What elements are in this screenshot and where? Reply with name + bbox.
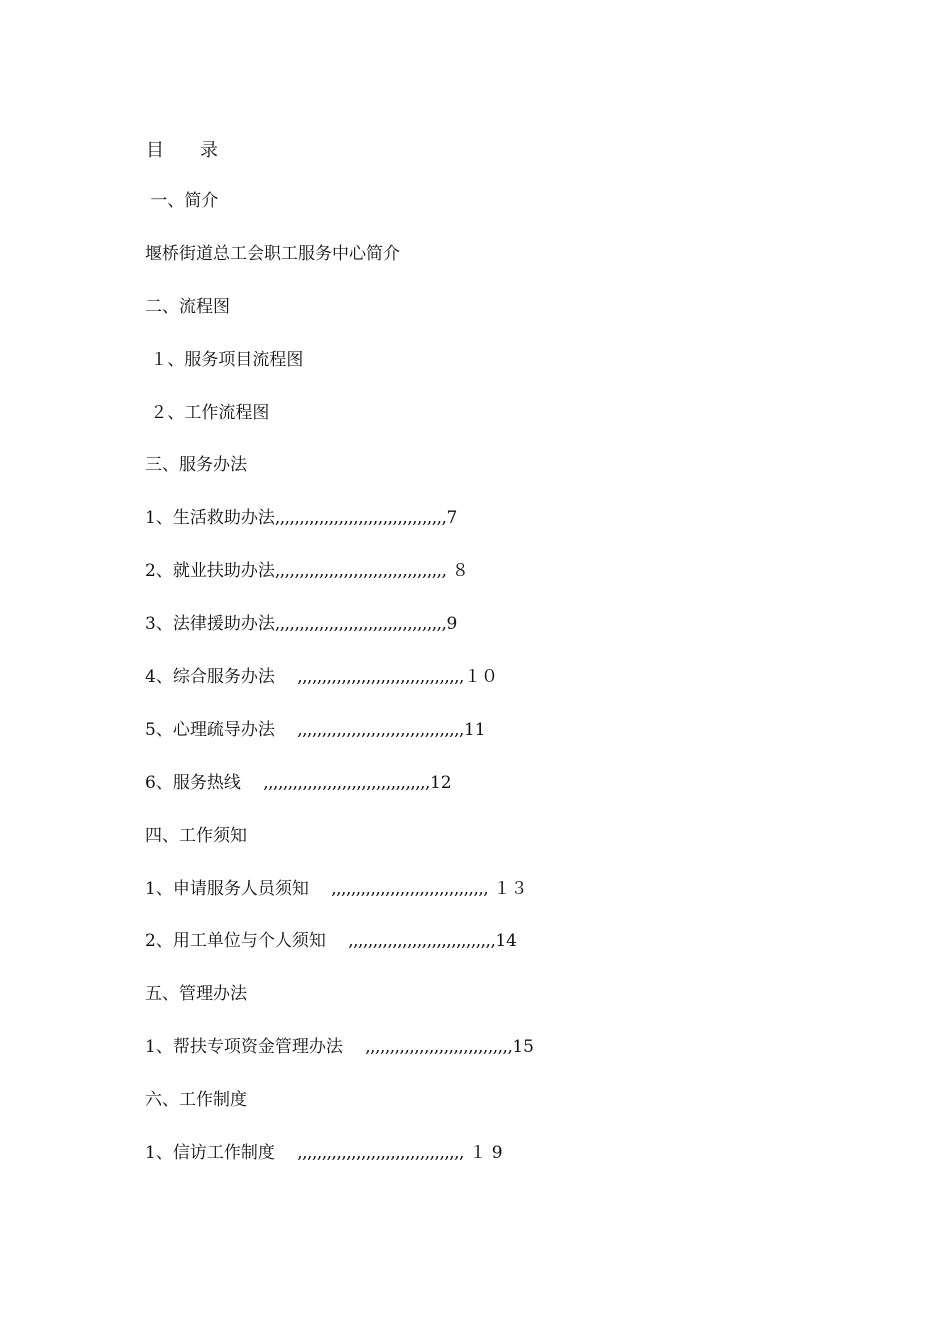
toc-entry-text: 1、信访工作制度	[145, 1143, 298, 1164]
toc-entry-page-number: 15	[512, 1037, 534, 1058]
toc-entry-text: 三、服务办法	[145, 455, 247, 476]
toc-entry-page-number: １０	[463, 667, 498, 688]
toc-entry	[145, 348, 534, 401]
toc-entry	[145, 453, 534, 506]
toc-entry	[145, 982, 534, 1035]
toc-title: 目 录	[146, 140, 218, 161]
toc-entry-text: 1、生活救助办法	[145, 508, 275, 529]
toc-entry-page-number: 14	[495, 931, 517, 952]
toc-entry-leader: ,,,,,,,,,,,,,,,,,,,,,,,,,,,,,,,,,,	[297, 667, 464, 688]
toc-entry-page-number: 11	[463, 719, 486, 740]
toc-entry-leader: ,,,,,,,,,,,,,,,,,,,,,,,,,,,,,,,,,,	[297, 719, 464, 740]
toc-entry	[145, 295, 534, 348]
toc-entry-leader: ,,,,,,,,,,,,,,,,,,,,,,,,,,,,,,,,,,	[297, 1143, 464, 1164]
toc-entry-leader: ,,,,,,,,,,,,,,,,,,,,,,,,,,,,,,,,,,,	[274, 614, 447, 635]
toc-entry-page-number: １３	[488, 878, 528, 899]
toc-entry-text: 四、工作须知	[145, 825, 247, 846]
toc-entry-leader: ,,,,,,,,,,,,,,,,,,,,,,,,,,,,,,,,,,	[263, 772, 430, 793]
toc-list	[145, 189, 534, 1194]
toc-entry-text: 2、就业扶助办法	[145, 561, 275, 582]
toc-entry-text: 5、心理疏导办法	[145, 719, 298, 740]
toc-entry-text: １、服务项目流程图	[145, 349, 304, 370]
toc-entry-page-number: 9	[446, 614, 458, 635]
toc-entry-page-number: 7	[446, 508, 458, 529]
toc-entry	[145, 824, 534, 877]
toc-entry	[145, 665, 534, 718]
toc-entry-text: 1、帮扶专项资金管理办法	[145, 1037, 366, 1058]
toc-entry	[145, 877, 534, 930]
toc-entry	[145, 506, 534, 559]
toc-entry-page-number: １ 9	[463, 1143, 503, 1164]
toc-entry-leader: ,,,,,,,,,,,,,,,,,,,,,,,,,,,,,,,,,,,	[274, 508, 447, 529]
toc-entry	[145, 189, 534, 242]
toc-entry-leader: ,,,,,,,,,,,,,,,,,,,,,,,,,,,,,,	[365, 1037, 513, 1058]
toc-entry	[145, 1088, 534, 1141]
toc-entry	[145, 771, 534, 824]
toc-entry-page-number: 12	[429, 772, 452, 793]
toc-entry-text: 4、综合服务办法	[145, 667, 298, 688]
toc-entry-text: 六、工作制度	[145, 1090, 247, 1111]
toc-entry	[145, 559, 534, 612]
toc-entry-text: 一、简介	[145, 191, 219, 211]
toc-entry-text: 二、流程图	[145, 296, 230, 317]
toc-entry-text: 6、服务热线	[145, 772, 264, 793]
toc-entry-leader: ,,,,,,,,,,,,,,,,,,,,,,,,,,,,,,	[348, 931, 496, 952]
toc-entry	[145, 401, 534, 454]
toc-entry-text: 3、法律援助办法	[145, 614, 275, 635]
toc-entry-text: ２、工作流程图	[145, 402, 270, 423]
toc-entry	[145, 242, 534, 295]
toc-entry	[145, 929, 534, 982]
toc-entry	[145, 1035, 534, 1088]
toc-entry-text: 1、申请服务人员须知	[145, 878, 332, 899]
toc-entry-leader: ,,,,,,,,,,,,,,,,,,,,,,,,,,,,,,,,	[331, 878, 489, 899]
toc-entry-text: 堰桥街道总工会职工服务中心简介	[145, 243, 400, 264]
toc-entry-text: 五、管理办法	[145, 984, 247, 1005]
toc-entry	[145, 612, 534, 665]
toc-entry-text: 2、用工单位与个人须知	[145, 931, 349, 952]
toc-entry	[145, 718, 534, 771]
toc-entry	[145, 1141, 534, 1194]
toc-entry-page-number: ８	[446, 561, 469, 582]
toc-entry-leader: ,,,,,,,,,,,,,,,,,,,,,,,,,,,,,,,,,,,	[274, 561, 447, 582]
